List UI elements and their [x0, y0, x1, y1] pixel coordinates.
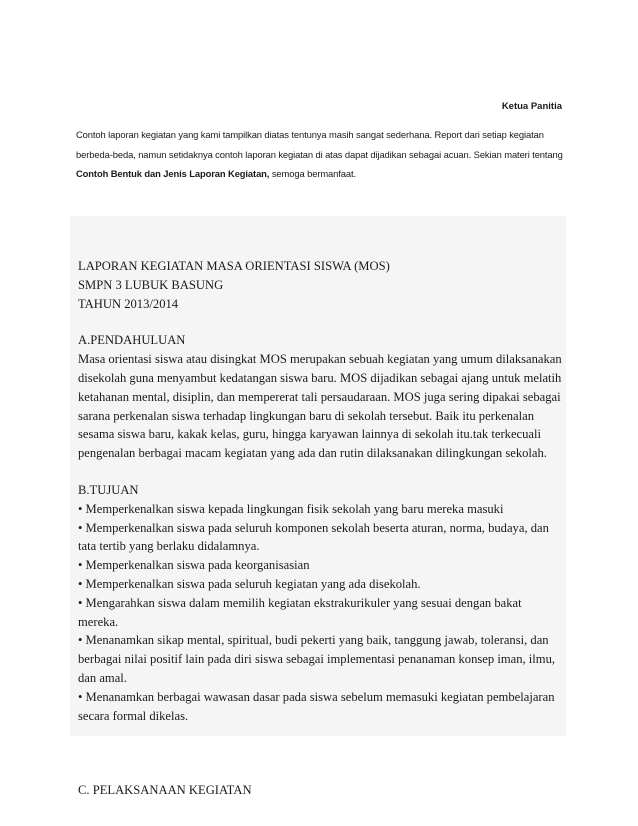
objective-item-5: • Mengarahkan siswa dalam memilih kegiatan ekstrakurikuler yang sesuai dengan bakat mereka.: [78, 595, 522, 629]
objective-item-3: • Memperkenalkan siswa pada keorganisasian: [78, 558, 310, 573]
article-link[interactable]: Contoh Bentuk dan Jenis Laporan Kegiatan,: [76, 168, 270, 179]
report-panel: [70, 216, 566, 798]
section-b-heading: B.TUJUAN: [78, 482, 139, 497]
section-a-body: Masa orientasi siswa atau disingkat MOS merupakan sebuah kegiatan yang umum dilaksanakan disekolah guna menyambut kedatangan siswa baru. MOS dijadikan sebagai ajang untuk melatih ketahanan mental, disiplin, dan mempererat tali persaudaraan. MOS juga sering dipakai sebagai sarana perkenalan siswa terhadap lingkungan baru di sekolah tersebut. Baik itu perkenalan sesama siswa baru, kakak kelas, guru, hingga karyawan lainnya di sekolah itu.tak terkecuali pengenalan berbagai macam kegiatan yang ada dan rutin dilaksanakan dilingkungan sekolah.: [78, 352, 562, 461]
report-title-line-1: LAPORAN KEGIATAN MASA ORIENTASI SISWA (MOS): [78, 259, 390, 273]
intro-tail-text: semoga bermanfaat.: [269, 168, 357, 179]
section-a-heading: A.PENDAHULUAN: [78, 333, 186, 348]
objective-item-2: • Memperkenalkan siswa pada seluruh komponen sekolah beserta aturan, norma, budaya, dan tata tertib yang berlaku didalamnya.: [78, 520, 549, 554]
objective-item-6: • Menanamkan sikap mental, spiritual, budi pekerti yang baik, tanggung jawab, toleransi, dan berbagai nilai positif lain pada diri siswa sebagai implementasi penanaman konsep iman, ilmu, dan amal.: [78, 633, 556, 685]
objective-item-1: • Memperkenalkan siswa kepada lingkungan fisik sekolah yang baru mereka masuki: [78, 501, 504, 516]
intro-lead-text: Contoh laporan kegiatan yang kami tampilkan diatas tentunya masih sangat sederhana. Report dari setiap kegiatan berbeda-beda, namun setidaknya contoh laporan kegiatan di atas dapat dijadikan sebagai acuan. Sekian materi tentang: [76, 129, 563, 160]
section-c-heading: C. PELAKSANAAN KEGIATAN: [78, 783, 252, 798]
report-content: [78, 257, 564, 800]
objective-item-7: • Menanamkan berbagai wawasan dasar pada siswa sebelum memasuki kegiatan pembelajaran secara formal dikelas.: [78, 689, 555, 723]
signature-title: Ketua Panitia: [501, 101, 562, 112]
report-title-line-3: TAHUN 2013/2014: [78, 296, 179, 311]
intro-paragraph: [76, 125, 564, 184]
objective-item-4: • Memperkenalkan siswa pada seluruh kegiatan yang ada disekolah.: [78, 576, 421, 591]
report-title-line-2: SMPN 3 LUBUK BASUNG: [78, 277, 224, 292]
